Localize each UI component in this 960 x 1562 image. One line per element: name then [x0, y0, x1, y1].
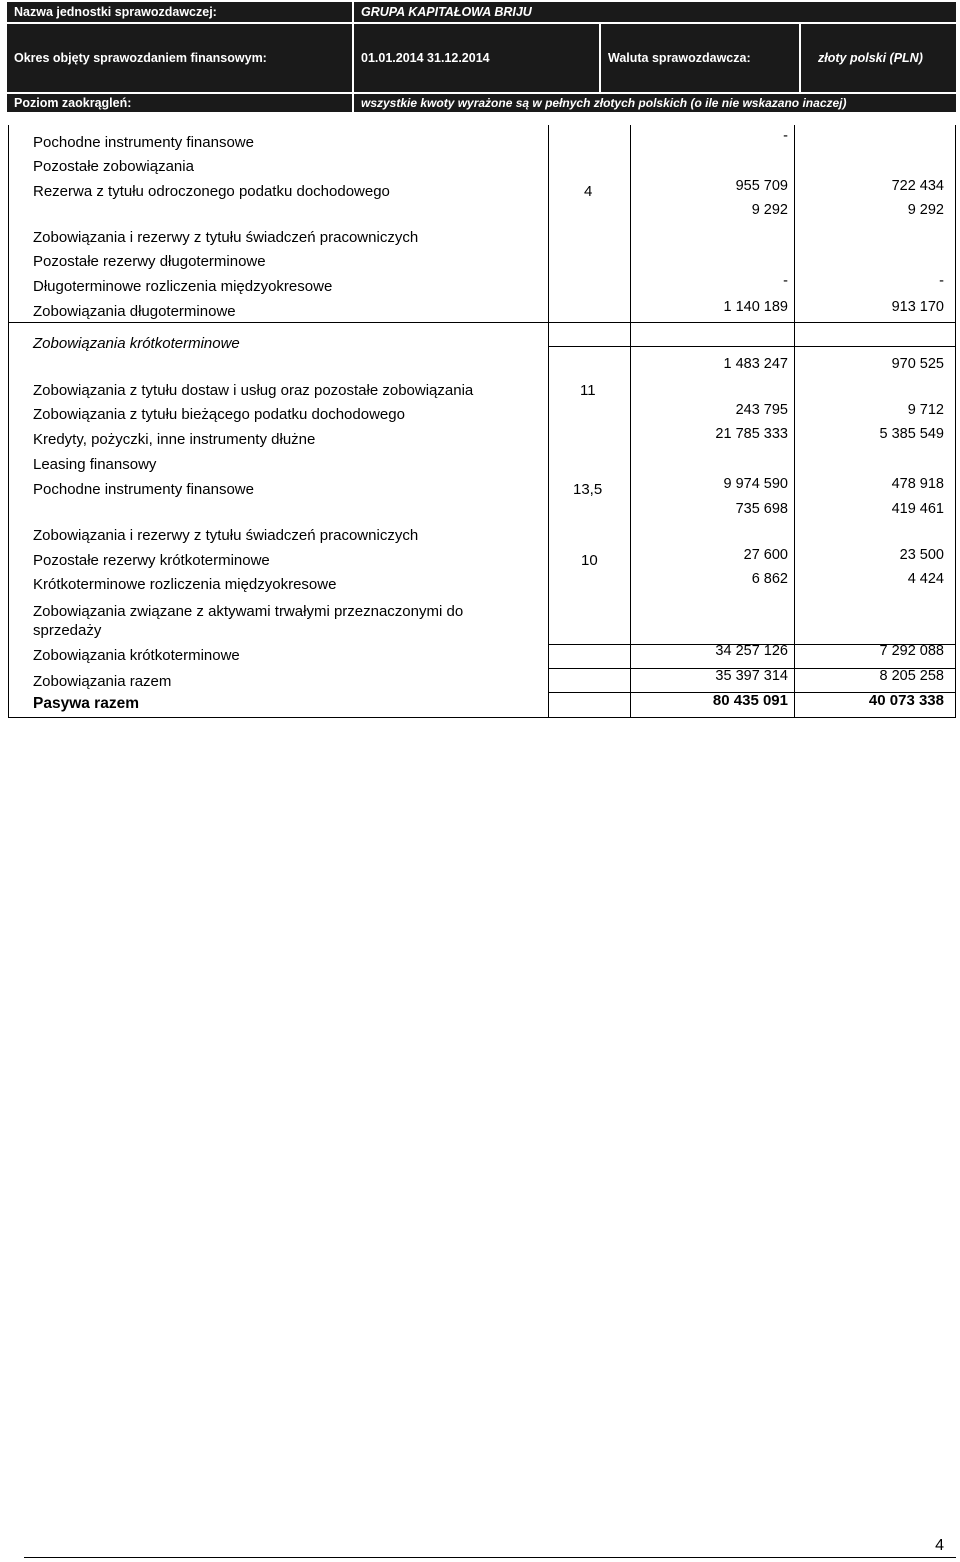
value-previous: 23 500 [899, 547, 944, 563]
value-current: 80 435 091 [712, 692, 788, 709]
value-current: 34 257 126 [715, 643, 788, 659]
row-label: Zobowiązania z tytułu dostaw i usług oraz pozostałe zobowiązania [33, 382, 474, 399]
value-current: 1 483 247 [723, 356, 788, 372]
row-label: Krótkoterminowe rozliczenia międzyokresowe [33, 576, 337, 593]
value-previous: 40 073 338 [868, 692, 944, 709]
row-label: Zobowiązania długoterminowe [33, 303, 236, 320]
row-label: Zobowiązania krótkoterminowe [33, 647, 240, 664]
row-label: Pochodne instrumenty finansowe [33, 481, 254, 498]
row-label: Długoterminowe rozliczenia międzyokresowe [33, 278, 333, 295]
value-previous: 970 525 [891, 356, 944, 372]
note-ref: 11 [580, 382, 596, 399]
value-previous: 7 292 088 [879, 643, 944, 659]
header-row-rounding [7, 94, 956, 112]
note-ref: 10 [581, 552, 598, 569]
row-label: Pozostałe rezerwy krótkoterminowe [33, 552, 270, 569]
entity-value: GRUPA KAPITAŁOWA BRIJU [361, 5, 532, 19]
row-label: Kredyty, pożyczki, inne instrumenty dłużne [33, 431, 316, 448]
value-previous: - [939, 273, 944, 289]
value-previous: 9 292 [907, 202, 944, 218]
currency-label: Waluta sprawozdawcza: [608, 51, 751, 65]
note-ref: 13,5 [573, 481, 603, 498]
value-previous: 722 434 [891, 178, 944, 194]
header-row-period [7, 24, 956, 92]
value-current: 35 397 314 [715, 668, 788, 684]
value-previous: 419 461 [891, 501, 944, 517]
note-ref: 4 [584, 183, 593, 200]
rounding-value: wszystkie kwoty wyrażone są w pełnych złotych polskich (o ile nie wskazano inaczej) [361, 96, 847, 110]
value-previous: 913 170 [891, 299, 944, 315]
value-current: 9 292 [751, 202, 788, 218]
value-current: 243 795 [735, 402, 788, 418]
value-current: 21 785 333 [715, 426, 788, 442]
currency-value: złoty polski (PLN) [818, 51, 923, 65]
value-current: 27 600 [743, 547, 788, 563]
page-number: 4 [935, 1537, 944, 1554]
value-current: 1 140 189 [723, 299, 788, 315]
footer-rule [24, 1557, 956, 1558]
row-label: Zobowiązania krótkoterminowe [33, 335, 240, 352]
row-label: Zobowiązania i rezerwy z tytułu świadczeń pracowniczych [33, 229, 419, 246]
row-label: Pochodne instrumenty finansowe [33, 134, 254, 151]
value-current: 955 709 [735, 178, 788, 194]
row-label: Pasywa razem [33, 695, 139, 712]
value-current: - [783, 273, 788, 289]
value-previous: 8 205 258 [879, 668, 944, 684]
value-current: 6 862 [751, 571, 788, 587]
value-previous: 5 385 549 [879, 426, 944, 442]
row-label: Leasing finansowy [33, 456, 157, 473]
value-current: 9 974 590 [723, 476, 788, 492]
row-label: Zobowiązania razem [33, 673, 172, 690]
row-label: Pozostałe zobowiązania [33, 158, 194, 175]
value-previous: 9 712 [907, 402, 944, 418]
row-label: Zobowiązania z tytułu bieżącego podatku dochodowego [33, 406, 405, 423]
period-label: Okres objęty sprawozdaniem finansowym: [14, 51, 267, 65]
value-previous: 478 918 [891, 476, 944, 492]
row-label-line2: sprzedaży [33, 622, 102, 639]
header-row-entity [7, 2, 956, 22]
row-label: Rezerwa z tytułu odroczonego podatku dochodowego [33, 183, 390, 200]
row-label: Zobowiązania i rezerwy z tytułu świadczeń pracowniczych [33, 527, 419, 544]
entity-label: Nazwa jednostki sprawozdawczej: [14, 5, 217, 19]
row-label: Pozostałe rezerwy długoterminowe [33, 253, 266, 270]
period-value: 01.01.2014 31.12.2014 [361, 51, 490, 65]
value-current: 735 698 [735, 501, 788, 517]
row-label-line1: Zobowiązania związane z aktywami trwałymi przeznaczonymi do [33, 603, 464, 620]
value-previous: 4 424 [907, 571, 944, 587]
value-current: - [783, 128, 788, 144]
rounding-label: Poziom zaokrągleń: [14, 96, 132, 110]
